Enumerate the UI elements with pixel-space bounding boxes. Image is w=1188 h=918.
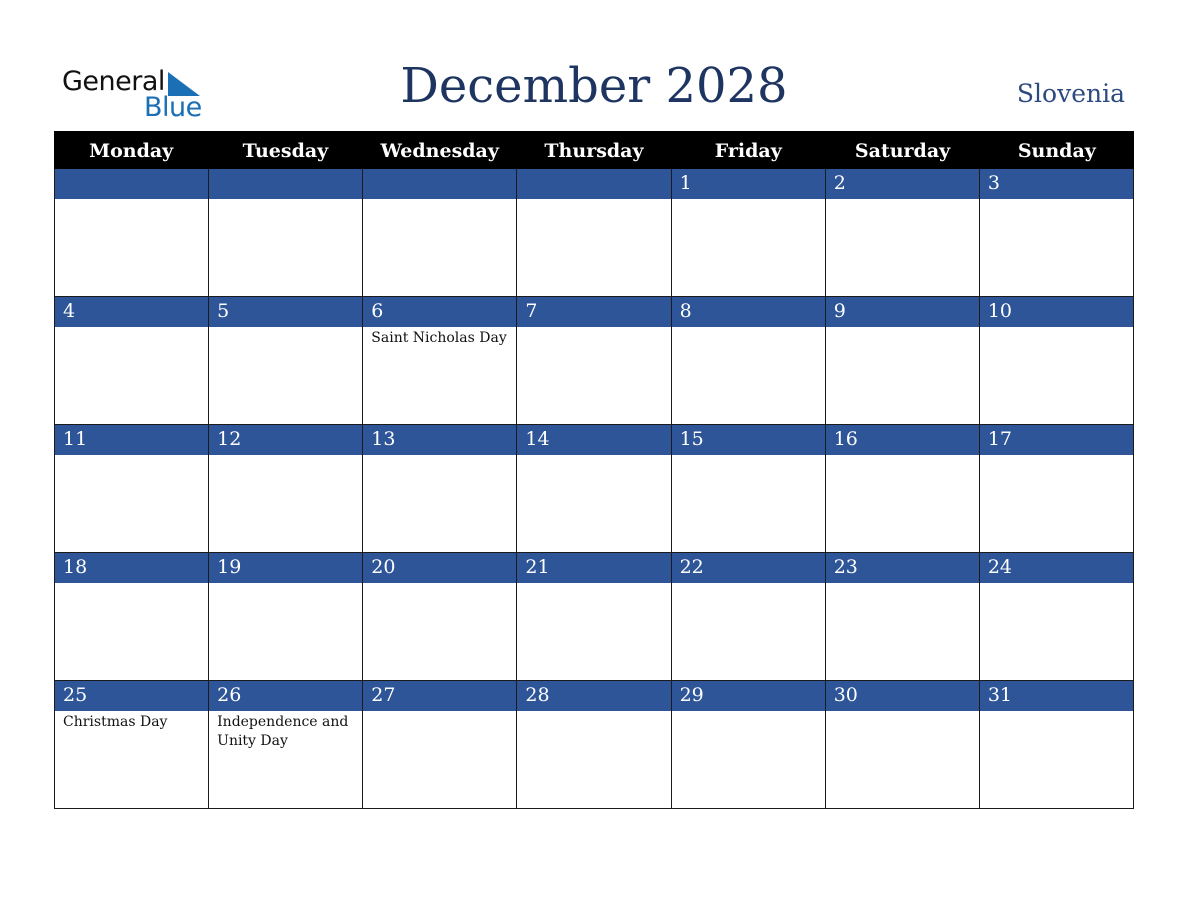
holiday-label xyxy=(209,455,362,457)
holiday-label: Christmas Day xyxy=(63,714,168,730)
holiday-label xyxy=(363,711,516,713)
holiday-label xyxy=(363,455,516,457)
day-number: 17 xyxy=(980,425,1133,455)
day-number: 9 xyxy=(826,297,979,327)
weekday-header: Friday xyxy=(714,140,782,162)
day-number xyxy=(363,169,516,199)
calendar-week-row xyxy=(54,553,1134,681)
day-number: 2 xyxy=(826,169,979,199)
day-number: 5 xyxy=(209,297,362,327)
day-number: 30 xyxy=(826,681,979,711)
day-number: 22 xyxy=(672,553,825,583)
day-cell xyxy=(516,425,670,553)
day-cell xyxy=(54,425,208,553)
calendar-title: December 2028 xyxy=(400,58,788,114)
holiday-label xyxy=(209,199,362,201)
logo-text-general: General xyxy=(62,66,165,97)
day-cell xyxy=(54,553,208,681)
holiday-label xyxy=(980,455,1133,457)
day-cell xyxy=(979,425,1134,553)
day-number: 16 xyxy=(826,425,979,455)
calendar-week-row xyxy=(54,169,1134,297)
holiday-label xyxy=(363,199,516,201)
day-number xyxy=(517,169,670,199)
holiday-label xyxy=(363,583,516,585)
day-number: 8 xyxy=(672,297,825,327)
holiday-label xyxy=(672,455,825,457)
day-cell xyxy=(825,553,979,681)
calendar-weeks xyxy=(54,169,1134,809)
day-cell xyxy=(208,425,362,553)
holiday-label xyxy=(826,711,979,713)
holiday-label xyxy=(826,327,979,329)
day-number: 26 xyxy=(209,681,362,711)
holiday-label xyxy=(55,327,208,329)
day-cell xyxy=(979,681,1134,809)
holiday-label: Independence and Unity Day xyxy=(217,714,349,749)
weekday-header: Wednesday xyxy=(380,140,499,162)
holiday-label xyxy=(517,327,670,329)
day-number: 15 xyxy=(672,425,825,455)
holiday-label xyxy=(672,583,825,585)
day-number: 18 xyxy=(55,553,208,583)
day-cell xyxy=(516,553,670,681)
weekday-header-row xyxy=(54,131,1134,169)
holiday-label xyxy=(980,711,1133,713)
day-number: 21 xyxy=(517,553,670,583)
day-cell xyxy=(979,297,1134,425)
day-cell xyxy=(825,297,979,425)
holiday-label xyxy=(55,199,208,201)
day-cell xyxy=(54,681,208,809)
holiday-label xyxy=(55,583,208,585)
day-number: 23 xyxy=(826,553,979,583)
day-cell xyxy=(516,681,670,809)
day-cell xyxy=(208,681,362,809)
day-cell xyxy=(54,297,208,425)
day-number xyxy=(209,169,362,199)
holiday-label xyxy=(826,199,979,201)
holiday-label xyxy=(826,583,979,585)
day-number: 20 xyxy=(363,553,516,583)
day-cell xyxy=(671,169,825,297)
day-number: 13 xyxy=(363,425,516,455)
day-number: 3 xyxy=(980,169,1133,199)
day-number: 4 xyxy=(55,297,208,327)
day-number: 25 xyxy=(55,681,208,711)
holiday-label xyxy=(55,455,208,457)
calendar-week-row xyxy=(54,681,1134,809)
day-number: 19 xyxy=(209,553,362,583)
weekday-header: Thursday xyxy=(544,140,644,162)
holiday-label xyxy=(980,583,1133,585)
holiday-label xyxy=(672,199,825,201)
day-cell xyxy=(516,169,670,297)
day-cell xyxy=(979,553,1134,681)
day-number: 11 xyxy=(55,425,208,455)
day-cell xyxy=(208,169,362,297)
weekday-header: Tuesday xyxy=(242,140,329,162)
day-cell xyxy=(671,297,825,425)
day-cell xyxy=(362,297,516,425)
holiday-label xyxy=(672,327,825,329)
weekday-header: Monday xyxy=(89,140,174,162)
calendar-grid xyxy=(54,131,1134,809)
day-cell xyxy=(825,681,979,809)
holiday-label xyxy=(209,583,362,585)
day-cell xyxy=(671,681,825,809)
holiday-label xyxy=(980,199,1133,201)
day-number: 14 xyxy=(517,425,670,455)
day-cell xyxy=(671,553,825,681)
day-number: 27 xyxy=(363,681,516,711)
day-number: 1 xyxy=(672,169,825,199)
holiday-label xyxy=(209,327,362,329)
day-number: 28 xyxy=(517,681,670,711)
day-number: 29 xyxy=(672,681,825,711)
day-cell xyxy=(54,169,208,297)
day-cell xyxy=(362,553,516,681)
holiday-label xyxy=(517,583,670,585)
calendar-week-row xyxy=(54,425,1134,553)
weekday-header: Saturday xyxy=(854,140,951,162)
day-number: 10 xyxy=(980,297,1133,327)
holiday-label xyxy=(517,199,670,201)
day-cell xyxy=(979,169,1134,297)
weekday-header: Sunday xyxy=(1017,140,1096,162)
day-number: 12 xyxy=(209,425,362,455)
calendar-week-row xyxy=(54,297,1134,425)
day-number: 6 xyxy=(363,297,516,327)
day-cell xyxy=(208,297,362,425)
day-number xyxy=(55,169,208,199)
holiday-label xyxy=(517,455,670,457)
day-number: 7 xyxy=(517,297,670,327)
country-label: Slovenia xyxy=(1016,79,1125,108)
day-number: 31 xyxy=(980,681,1133,711)
day-number: 24 xyxy=(980,553,1133,583)
day-cell xyxy=(825,169,979,297)
day-cell xyxy=(825,425,979,553)
day-cell xyxy=(362,425,516,553)
holiday-label: Saint Nicholas Day xyxy=(371,330,507,346)
holiday-label xyxy=(980,327,1133,329)
day-cell xyxy=(362,681,516,809)
day-cell xyxy=(208,553,362,681)
day-cell xyxy=(362,169,516,297)
day-cell xyxy=(671,425,825,553)
holiday-label xyxy=(672,711,825,713)
logo-text-blue: Blue xyxy=(144,92,202,123)
holiday-label xyxy=(826,455,979,457)
day-cell xyxy=(516,297,670,425)
holiday-label xyxy=(517,711,670,713)
